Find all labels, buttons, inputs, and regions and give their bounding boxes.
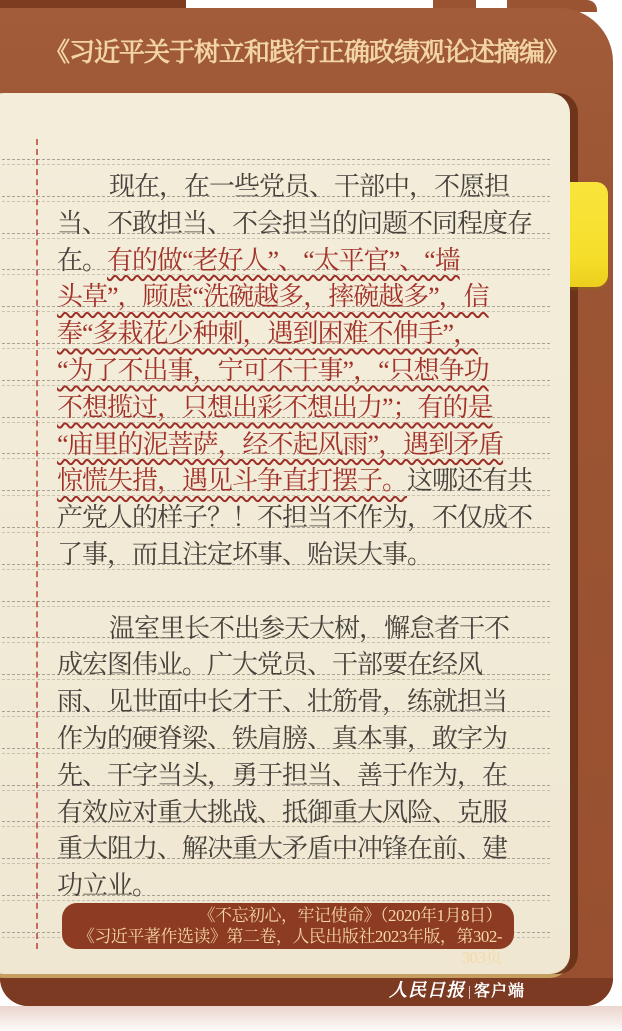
margin-line [36,139,38,949]
body-text [57,169,562,905]
ink-text: 产党人的样子？！不担当不作为，不仅成不 [57,503,533,533]
text-line [57,316,562,353]
ink-text: 有效应对重大挑战、抵御重大风险、克服 [57,797,508,827]
highlighted-red-text: 不想揽过，只想出彩不想出力”；有的是 [57,392,493,422]
ink-text: 重大阻力、解决重大矛盾中冲锋在前、建 [57,834,508,864]
highlighted-red-text: “庙里的泥菩萨，经不起风雨”，遇到矛盾 [57,429,504,459]
ink-text: 功立业。 [57,871,158,901]
ink-text: 先、干字当头，勇于担当、善于作为，在 [57,760,508,790]
bookmark-tab [570,182,608,287]
brand-divider: | [467,984,471,1000]
ink-text: 现在，在一些党员、干部中，不愿担 [109,172,510,201]
text-line [57,537,562,574]
text-line [57,206,562,243]
text-line [57,574,562,611]
highlighted-red-text: 惊慌失措，遇见斗争直打摆子。 [57,466,408,496]
brand-name: 人民日报 [388,980,465,1000]
ink-text: 当、不敢担当、不会担当的问题不同程度存 [57,208,533,238]
citation-publisher: 《习近平著作选读》第二卷，人民出版社2023年版，第302-303页 [77,927,502,967]
text-line [57,611,562,648]
ink-text: 雨、见世面中长才干、壮筋骨，练就担当 [57,687,508,717]
brand-logo [389,976,525,1002]
text-line [57,353,562,390]
citation-box [62,903,514,967]
ink-text: 了事，而且注定坏事、贻误大事。 [57,539,433,569]
text-line [57,758,562,795]
brand-client-label: 客户端 [473,983,525,1000]
text-line [57,684,562,721]
ruled-line [0,159,550,165]
text-line [57,169,562,206]
text-line [57,868,562,905]
footer-bar [0,978,613,1006]
ink-text: 成宏图伟业。广大党员、干部要在经风 [57,650,483,680]
highlighted-red-text: 有的做“老好人”、“太平官”、“墙 [107,245,460,275]
bottom-fade [0,1006,622,1031]
ink-text: 这哪还有共 [407,466,533,496]
highlighted-red-text: “为了不出事，宁可不干事”，“只想争功 [57,355,489,385]
notebook-paper [0,93,570,974]
text-line [57,243,562,280]
text-line [57,795,562,832]
text-line [57,721,562,758]
highlighted-red-text: 头草”，顾虑“洗碗越多，摔碗越多”，信 [57,282,489,312]
text-line [57,831,562,868]
folder-card [0,8,613,1006]
ink-text: 作为的硬脊梁、铁肩膀、真本事，敢字为 [57,723,508,753]
ink-text: 温室里长不出参天大树，懈怠者干不 [109,613,510,643]
text-line [57,647,562,684]
text-line [57,500,562,537]
text-line [57,390,562,427]
highlighted-red-text: 奉“多栽花少种刺，遇到困难不伸手”， [57,319,479,349]
citation-source: 《不忘初心，牢记使命》（2020年1月8日） [198,906,502,925]
text-line [57,279,562,316]
text-line [57,427,562,464]
text-line [57,463,562,500]
page-title: 《习近平关于树立和践行正确政绩观论述摘编》 [43,38,569,67]
ink-text: 在。 [57,245,108,275]
